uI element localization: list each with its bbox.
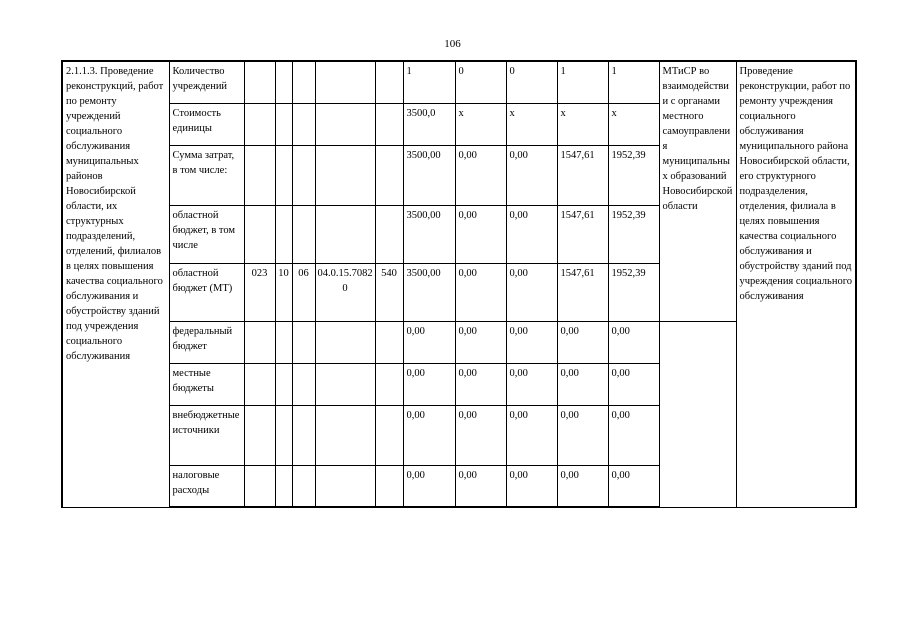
value-cell: x [506, 103, 557, 145]
value-cell: 0 [506, 61, 557, 103]
value-cell: 0,00 [455, 321, 506, 363]
rz-cell [275, 205, 292, 263]
value-cell: 0,00 [557, 321, 608, 363]
rz-cell [275, 465, 292, 507]
pr-cell [292, 103, 315, 145]
vr-cell [375, 465, 403, 507]
vr-cell [375, 103, 403, 145]
csr-cell [315, 61, 375, 103]
result-cell: Проведение реконструкции, работ по ремонту учреждения социального обслуживания муниципального района Новосибирской области, его структурного подразделения, отделения, филиала в целях повышения качества социального обслуживания и обустройству зданий под учреждения социального обслуживания [736, 61, 856, 507]
value-cell: 1547,61 [557, 205, 608, 263]
grbs-cell [244, 61, 275, 103]
measure-name-cell: 2.1.1.3. Проведение реконструкций, работ по ремонту учреждений социального обслуживания муниципальных районов Новосибирской области, их структурных подразделений, отделений, филиалов в целях повышения качества социального обслуживания и обустройству зданий под учреждения социального обслуживания [62, 61, 169, 507]
pr-cell: 06 [292, 263, 315, 321]
grbs-cell [244, 321, 275, 363]
rz-cell [275, 61, 292, 103]
grbs-cell [244, 465, 275, 507]
pr-cell [292, 61, 315, 103]
value-cell: 0,00 [608, 405, 659, 465]
csr-cell [315, 103, 375, 145]
value-cell: 3500,0 [403, 103, 455, 145]
pr-cell [292, 145, 315, 205]
csr-cell [315, 145, 375, 205]
pr-cell [292, 205, 315, 263]
value-cell: 3500,00 [403, 145, 455, 205]
value-cell: x [608, 103, 659, 145]
value-cell: 0,00 [403, 321, 455, 363]
vr-cell [375, 321, 403, 363]
rz-cell [275, 363, 292, 405]
grbs-cell [244, 145, 275, 205]
rz-cell: 10 [275, 263, 292, 321]
row-label: областной бюджет, в том числе [169, 205, 244, 263]
page-number: 106 [444, 38, 461, 50]
csr-cell [315, 465, 375, 507]
row-label: местные бюджеты [169, 363, 244, 405]
grbs-cell [244, 103, 275, 145]
value-cell: 0,00 [455, 263, 506, 321]
grbs-cell [244, 405, 275, 465]
value-cell: 0,00 [455, 363, 506, 405]
table-body [62, 61, 856, 507]
csr-cell [315, 405, 375, 465]
row-label: областной бюджет (МТ) [169, 263, 244, 321]
value-cell: 0 [455, 61, 506, 103]
vr-cell [375, 363, 403, 405]
vr-cell: 540 [375, 263, 403, 321]
value-cell: 0,00 [557, 405, 608, 465]
value-cell: x [557, 103, 608, 145]
rz-cell [275, 103, 292, 145]
vr-cell [375, 61, 403, 103]
vr-cell [375, 405, 403, 465]
row-label: налоговые расходы [169, 465, 244, 507]
value-cell: 1952,39 [608, 205, 659, 263]
program-measures-table [61, 60, 857, 508]
value-cell: 0,00 [403, 405, 455, 465]
value-cell: 1 [608, 61, 659, 103]
value-cell: 3500,00 [403, 263, 455, 321]
value-cell: 0,00 [455, 465, 506, 507]
executor-cell: МТиСР во взаимодействии с органами местного самоуправления муниципальных образований Новосибирской области [659, 61, 736, 321]
value-cell: 1952,39 [608, 145, 659, 205]
value-cell: 1547,61 [557, 145, 608, 205]
value-cell: 1 [403, 61, 455, 103]
rz-cell [275, 321, 292, 363]
value-cell: x [455, 103, 506, 145]
value-cell: 0,00 [506, 363, 557, 405]
value-cell: 3500,00 [403, 205, 455, 263]
grbs-cell: 023 [244, 263, 275, 321]
executor-empty-cell [659, 321, 736, 507]
row-label: Количество учреждений [169, 61, 244, 103]
csr-cell [315, 363, 375, 405]
grbs-cell [244, 363, 275, 405]
value-cell: 0,00 [506, 263, 557, 321]
value-cell: 0,00 [608, 321, 659, 363]
value-cell: 0,00 [506, 321, 557, 363]
pr-cell [292, 465, 315, 507]
csr-cell [315, 321, 375, 363]
row-label: федеральный бюджет [169, 321, 244, 363]
value-cell: 0,00 [506, 205, 557, 263]
row-label: Сумма затрат, в том числе: [169, 145, 244, 205]
value-cell: 0,00 [455, 205, 506, 263]
value-cell: 1952,39 [608, 263, 659, 321]
value-cell: 0,00 [608, 465, 659, 507]
value-cell: 0,00 [506, 405, 557, 465]
rz-cell [275, 405, 292, 465]
value-cell: 0,00 [557, 363, 608, 405]
value-cell: 0,00 [455, 405, 506, 465]
value-cell: 1 [557, 61, 608, 103]
pr-cell [292, 321, 315, 363]
row-label: Стоимость единицы [169, 103, 244, 145]
row-label: внебюджетные источники [169, 405, 244, 465]
pr-cell [292, 405, 315, 465]
pr-cell [292, 363, 315, 405]
grbs-cell [244, 205, 275, 263]
value-cell: 0,00 [506, 145, 557, 205]
value-cell: 0,00 [557, 465, 608, 507]
value-cell: 1547,61 [557, 263, 608, 321]
value-cell: 0,00 [506, 465, 557, 507]
rz-cell [275, 145, 292, 205]
csr-cell [315, 205, 375, 263]
vr-cell [375, 145, 403, 205]
value-cell: 0,00 [403, 465, 455, 507]
value-cell: 0,00 [455, 145, 506, 205]
value-cell: 0,00 [403, 363, 455, 405]
vr-cell [375, 205, 403, 263]
value-cell: 0,00 [608, 363, 659, 405]
csr-cell: 04.0.15.70820 [315, 263, 375, 321]
